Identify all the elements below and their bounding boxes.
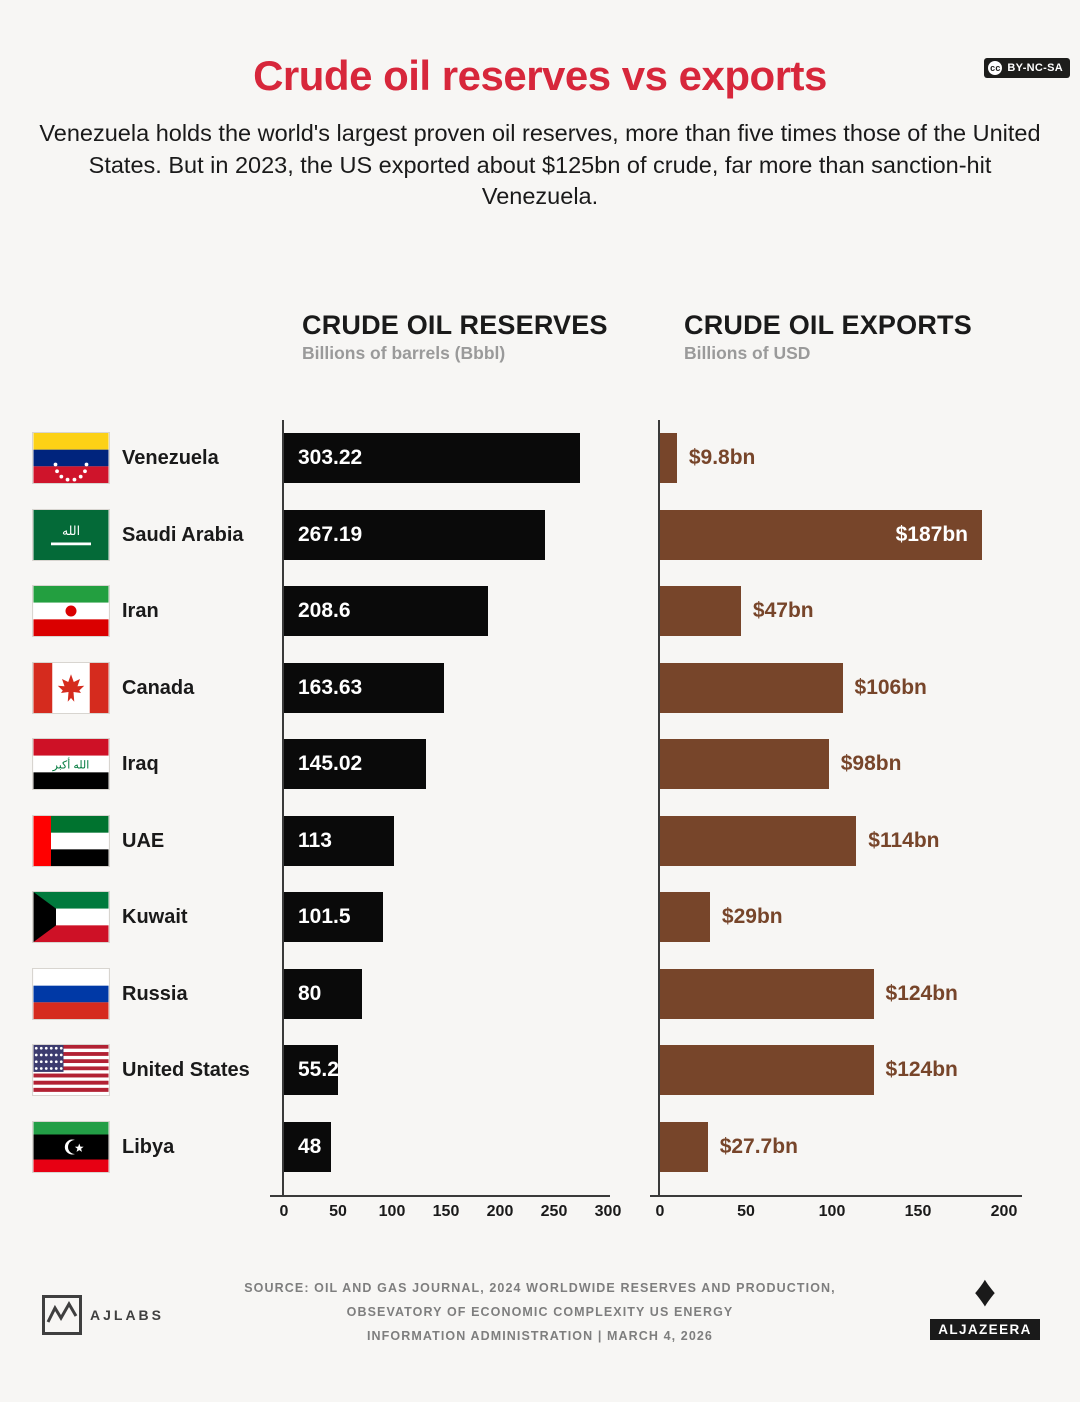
exports-value-label: $187bn <box>895 522 968 546</box>
reserves-value-label: 101.5 <box>298 905 351 928</box>
exports-bar <box>660 663 843 713</box>
aljazeera-flame-icon: ♦ <box>973 1267 997 1316</box>
reserves-value-label: 145.02 <box>298 752 363 775</box>
flag-icon <box>32 585 110 637</box>
creative-commons-badge <box>984 58 1070 78</box>
exports-heading-subtitle: Billions of USD <box>684 343 811 363</box>
axis-tick-label: 100 <box>818 1203 846 1220</box>
reserves-value-label: 48 <box>298 1134 322 1158</box>
chart-row <box>0 497 1080 574</box>
flag-icon <box>32 1121 110 1173</box>
svg-text:الله أكبر: الله أكبر <box>52 759 90 772</box>
source-note <box>190 1277 890 1348</box>
exports-bar <box>660 1045 874 1095</box>
flag-icon <box>32 891 110 943</box>
reserves-heading <box>302 310 608 364</box>
ajlabs-label: AJLABS <box>90 1307 165 1323</box>
exports-value-label: $47bn <box>752 599 814 622</box>
chart-row <box>0 803 1080 880</box>
exports-bar <box>660 1122 708 1172</box>
axis-ticks <box>0 1195 1080 1235</box>
exports-value-label: $98bn <box>840 752 902 775</box>
country-label: Iran <box>122 600 159 622</box>
exports-axis-rule <box>650 1195 1022 1197</box>
reserves-value-label: 163.63 <box>298 675 363 699</box>
ajlabs-mark-icon <box>42 1295 82 1335</box>
chart-row <box>0 420 1080 497</box>
flag-icon <box>32 432 110 484</box>
chart-row <box>0 956 1080 1033</box>
chart-rows <box>0 420 1080 1185</box>
country-label: Libya <box>122 1135 175 1158</box>
page-title: Crude oil reserves vs exports <box>253 52 827 99</box>
exports-bar <box>660 739 829 789</box>
reserves-value-label: 55.2 <box>298 1058 339 1081</box>
axis-tick-label: 0 <box>655 1203 665 1220</box>
chart-area <box>0 420 1080 1210</box>
axis-tick-label: 50 <box>329 1203 347 1220</box>
exports-value-label: $27.7bn <box>719 1134 798 1158</box>
country-label: UAE <box>122 829 165 852</box>
exports-value-label: $124bn <box>885 1058 958 1081</box>
exports-value-label: $29bn <box>721 905 783 928</box>
country-label: United States <box>122 1059 250 1081</box>
exports-value-label: $106bn <box>854 675 927 699</box>
country-label: Venezuela <box>122 447 219 469</box>
reserves-bar <box>284 969 362 1019</box>
ajlabs-logo <box>42 1295 164 1335</box>
flag-icon <box>32 1044 110 1096</box>
flag-icon <box>32 815 110 867</box>
flag-icon <box>32 662 110 714</box>
exports-bar <box>660 892 710 942</box>
chart-row <box>0 726 1080 803</box>
axis-tick-label: 100 <box>378 1203 406 1220</box>
aljazeera-label: ALJAZEERA <box>930 1319 1040 1340</box>
exports-bar <box>660 433 677 483</box>
axis-tick-label: 300 <box>594 1203 622 1220</box>
exports-bar <box>660 816 856 866</box>
exports-bar <box>660 586 741 636</box>
country-label: Canada <box>122 676 195 699</box>
reserves-axis-rule <box>270 1195 610 1197</box>
flag-icon <box>32 509 110 561</box>
axis-tick-label: 250 <box>540 1203 568 1220</box>
column-headings <box>0 310 1080 380</box>
reserves-value-label: 80 <box>298 981 322 1005</box>
reserves-value-label: 303.22 <box>298 446 363 469</box>
chart-row <box>0 650 1080 727</box>
country-label: Iraq <box>122 753 159 775</box>
svg-text:الله: الله <box>61 523 81 538</box>
reserves-heading-subtitle: Billions of barrels (Bbbl) <box>302 343 506 363</box>
reserves-value-label: 208.6 <box>298 599 351 622</box>
reserves-value-label: 113 <box>298 828 332 852</box>
country-label: Russia <box>122 982 188 1005</box>
chart-row <box>0 1032 1080 1109</box>
cc-badge-label: BY-NC-SA <box>1007 62 1063 74</box>
chart-row <box>0 1109 1080 1186</box>
flag-icon <box>32 738 110 790</box>
footer <box>0 1247 1080 1402</box>
exports-value-label: $114bn <box>868 828 940 852</box>
chart-row <box>0 879 1080 956</box>
cc-icon: cc <box>990 63 1001 73</box>
axis-tick-label: 150 <box>432 1203 460 1220</box>
aljazeera-logo <box>930 1269 1040 1340</box>
reserves-heading-title: CRUDE OIL RESERVES <box>302 310 608 340</box>
chart-row <box>0 573 1080 650</box>
source-line-1: SOURCE: OIL AND GAS JOURNAL, 2024 WORLDWIDE RESERVES AND PRODUCTION, <box>244 1281 836 1295</box>
country-label: Kuwait <box>122 906 188 928</box>
source-line-3: INFORMATION ADMINISTRATION | MARCH 4, 2026 <box>366 1328 713 1343</box>
axis-tick-label: 0 <box>279 1203 289 1220</box>
page-subtitle: Venezuela holds the world's largest proven oil reserves, more than five times those of the United States. But in 2023, the US exported about $125bn of crude, far more than sanction-hit Venezuela. <box>39 120 1041 210</box>
axis-tick-label: 50 <box>737 1203 755 1220</box>
exports-heading-title: CRUDE OIL EXPORTS <box>684 310 972 340</box>
source-line-2: OBSEVATORY OF ECONOMIC COMPLEXITY US ENERGY <box>346 1304 734 1319</box>
exports-value-label: $124bn <box>885 981 958 1005</box>
flag-icon <box>32 968 110 1020</box>
country-label: Saudi Arabia <box>122 523 244 546</box>
reserves-value-label: 267.19 <box>298 522 363 546</box>
exports-heading <box>684 310 972 364</box>
exports-bar <box>660 969 874 1019</box>
exports-value-label: $9.8bn <box>688 446 756 469</box>
axis-tick-label: 200 <box>990 1203 1018 1220</box>
axis-tick-label: 150 <box>904 1203 932 1220</box>
axis-tick-label: 200 <box>486 1203 514 1220</box>
